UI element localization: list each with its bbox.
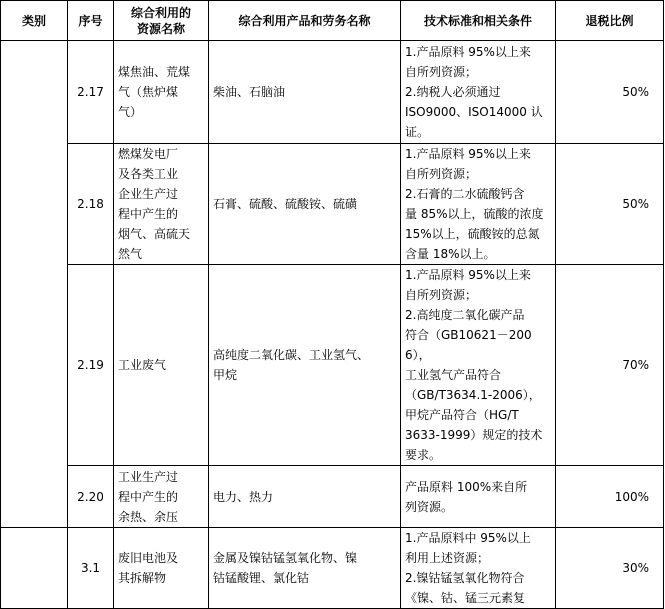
table-row [1,466,664,528]
standard-cell: 1.产品原料 95%以上来 自所列资源； 2.纳税人必须通过 ISO9000、ISO14000 认 证。 [401,41,556,144]
header-standard: 技术标准和相关条件 [401,1,556,41]
header-ratio: 退税比例 [556,1,664,41]
category-cell [1,41,68,528]
table-header-row [1,1,664,41]
header-resource: 综合利用的 资源名称 [114,1,209,41]
standard-cell: 产品原料 100%来自所 列资源。 [401,466,556,528]
seq-cell: 3.1 [68,528,114,609]
header-seq: 序号 [68,1,114,41]
seq-cell: 2.19 [68,265,114,466]
ratio-cell: 100% [556,466,664,528]
header-category: 类别 [1,1,68,41]
standard-cell: 1.产品原料 95%以上来 自所列资源； 2.高纯度二氧化碳产品 符合（GB10621－2006）， 工业氢气产品符合 （GB/T3634.1-2006）， 甲烷产品符合（HG/T 3633-1999）规定的技术 要求。 [401,265,556,466]
ratio-cell: 50% [556,144,664,265]
resource-cell: 燃煤发电厂 及各类工业 企业生产过 程中产生的 烟气、高硫天 然气 [114,144,209,265]
resource-cell: 煤焦油、荒煤 气（焦炉煤 气） [114,41,209,144]
header-product: 综合利用产品和劳务名称 [209,1,401,41]
ratio-cell: 50% [556,41,664,144]
product-cell: 柴油、石脑油 [209,41,401,144]
ratio-cell: 70% [556,265,664,466]
resource-cell: 工业生产过 程中产生的 余热、余压 [114,466,209,528]
resource-cell: 废旧电池及 其拆解物 [114,528,209,609]
category-cell [1,528,68,609]
seq-cell: 2.18 [68,144,114,265]
table-row [1,265,664,466]
resource-cell: 工业废气 [114,265,209,466]
table-row [1,144,664,265]
product-cell: 电力、热力 [209,466,401,528]
table-row [1,528,664,609]
seq-cell: 2.17 [68,41,114,144]
seq-cell: 2.20 [68,466,114,528]
ratio-cell: 30% [556,528,664,609]
product-cell: 高纯度二氧化碳、工业氢气、 甲烷 [209,265,401,466]
standard-cell: 1.产品原料中 95%以上 利用上述资源； 2.镍钴锰氢氧化物符合 《镍、钴、锰三元素复 [401,528,556,609]
standard-cell: 1.产品原料 95%以上来 自所列资源； 2.石膏的二水硫酸钙含 量 85%以上，硫酸的浓度 15%以上，硫酸铵的总氮 含量 18%以上。 [401,144,556,265]
product-cell: 石膏、硫酸、硫酸铵、硫磺 [209,144,401,265]
table-row [1,41,664,144]
product-cell: 金属及镍钴锰氢氧化物、镍 钴锰酸锂、氯化钴 [209,528,401,609]
